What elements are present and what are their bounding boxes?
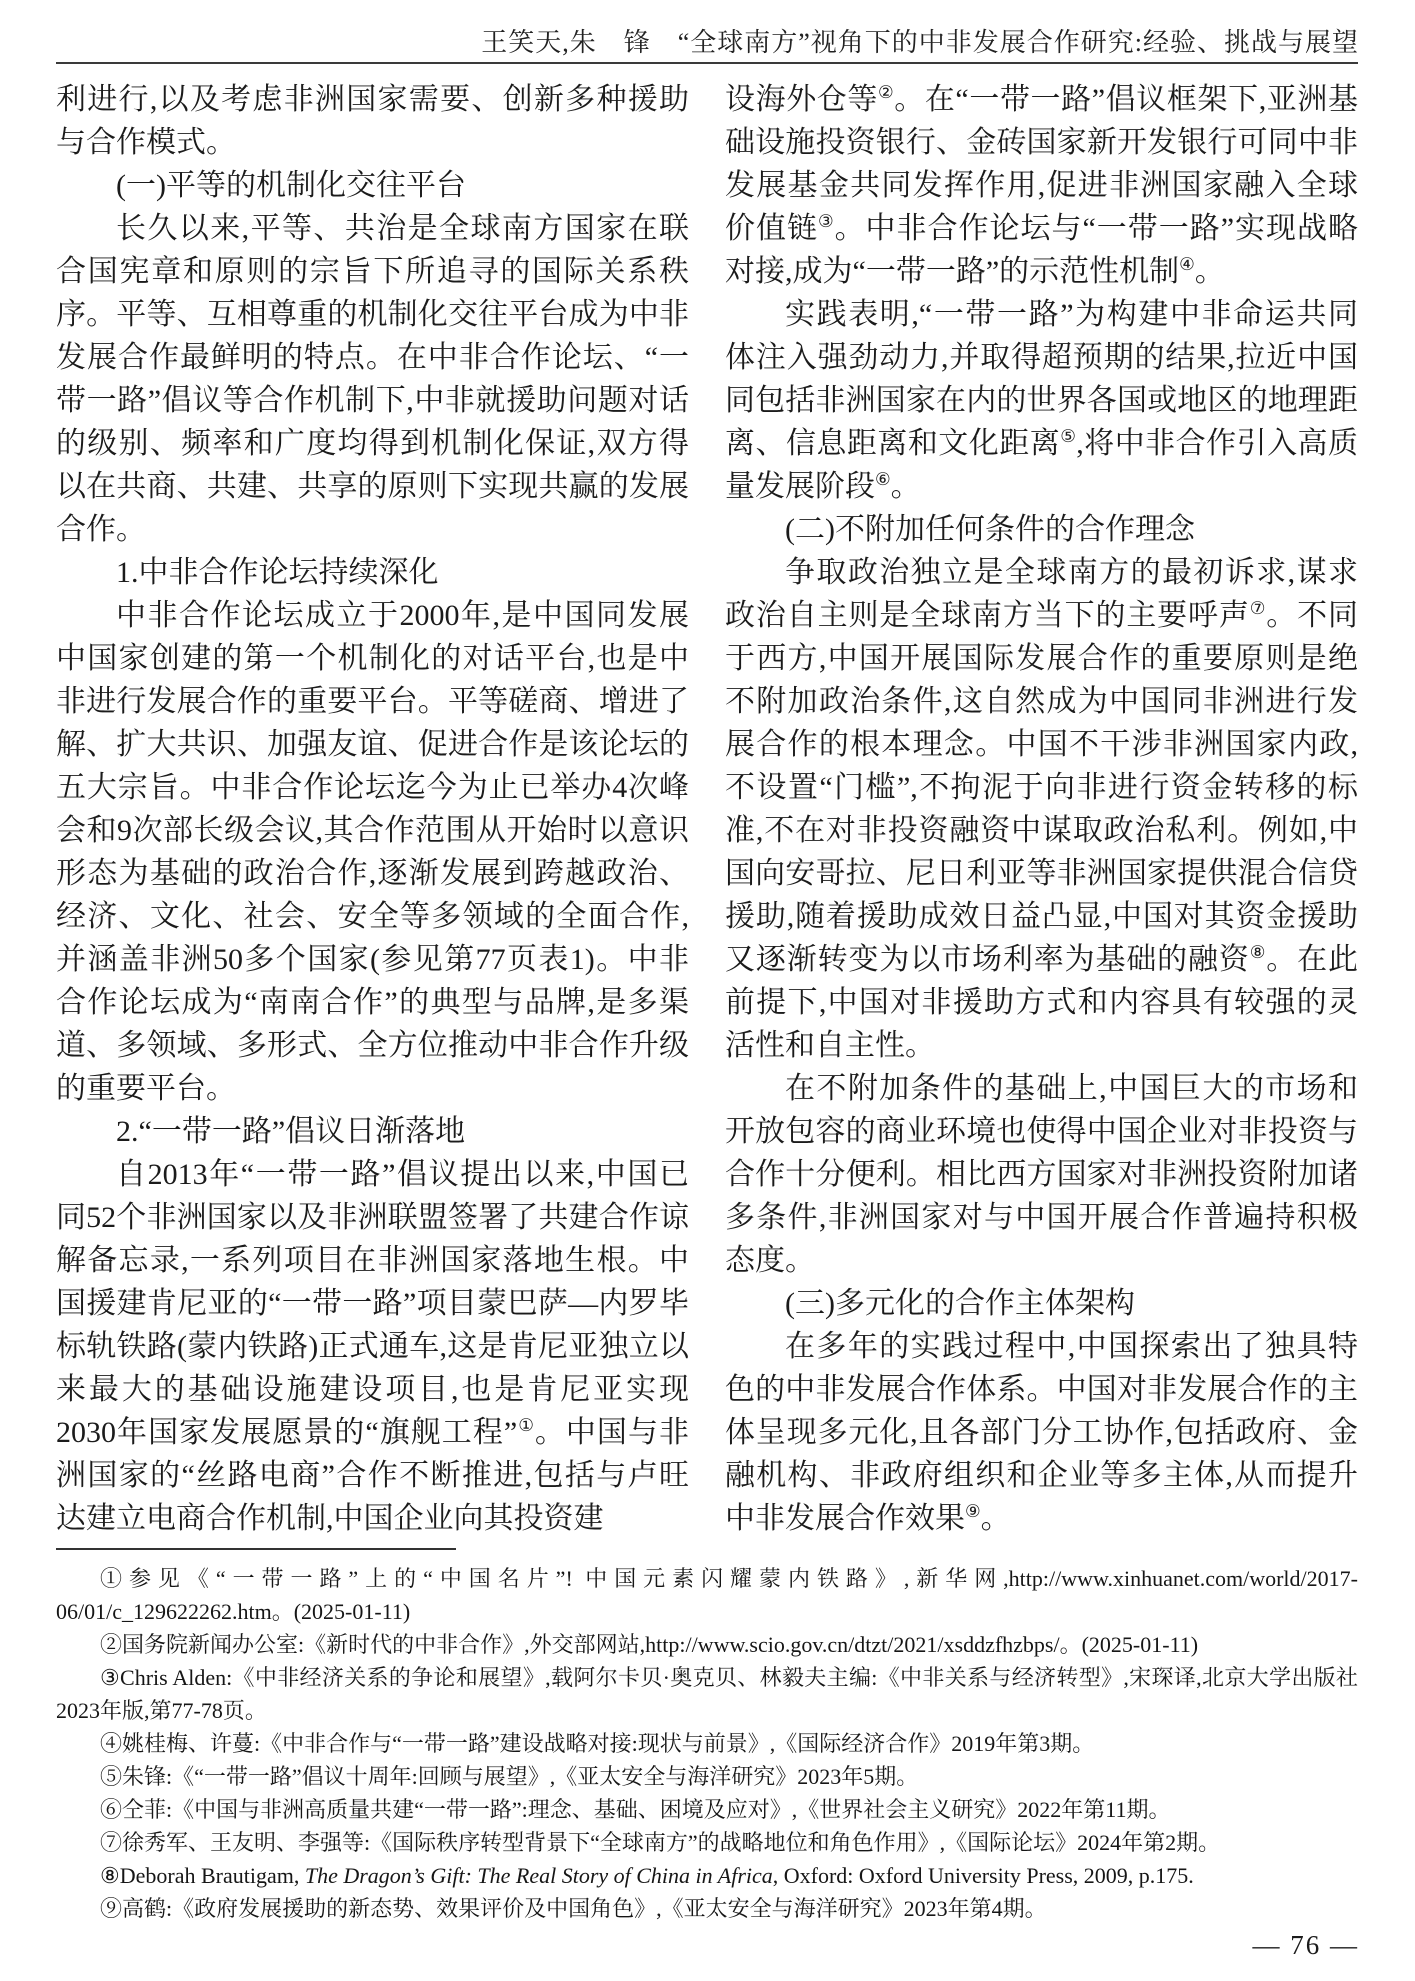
text-run: 2.“一带一路”倡议日渐落地: [116, 1115, 466, 1148]
footnote-ref: ⑦: [1249, 598, 1267, 618]
text-run: 利进行,以及考虑非洲国家需要、创新多种援助与合作模式。: [56, 83, 689, 159]
text-run: (二)不附加任何条件的合作理念: [785, 513, 1195, 546]
text-run: 。不同于西方,中国开展国际发展合作的重要原则是绝不附加政治条件,这自然成为中国同非洲进行发展合作的根本理念。中国不干涉非洲国家内政,不设置“门槛”,不拘泥于向非进行资金转移的标准,不在对非投资融资中谋取政治私利。例如,中国向安哥拉、尼日利亚等非洲国家提供混合信贷援助,随着援助成效日益凸显,中国对其资金援助又逐渐转变为以市场利率为基础的融资: [725, 599, 1358, 976]
text-run: ②国务院新闻办公室:《新时代的中非合作》,外交部网站,http://www.scio.gov.cn/dtzt/2021/xsddzfhzbps/。(2025-01-11): [100, 1632, 1199, 1657]
footnote-item: [56, 1760, 1358, 1793]
text-run: ①参见《“一带一路”上的“中国名片”! 中国元素闪耀蒙内铁路》,新华网,http://www.xinhuanet.com/world/2017-06/01/c_129622262.htm。(2025-01-11): [56, 1566, 1358, 1624]
text-run: ⑦徐秀军、王友明、李强等:《国际秩序转型背景下“全球南方”的战略地位和角色作用》,《国际论坛》2024年第2期。: [100, 1830, 1221, 1855]
footnote-ref: ④: [1179, 254, 1195, 274]
text-run: ⑥仝菲:《中国与非洲高质量共建“一带一路”:理念、基础、困境及应对》,《世界社会主义研究》2022年第11期。: [100, 1797, 1171, 1822]
body-paragraph: [56, 594, 689, 1110]
footnote-ref: ②: [878, 82, 895, 102]
footnotes: [56, 1562, 1358, 1925]
text-run: 1.中非合作论坛持续深化: [116, 556, 439, 589]
footnote-item: [56, 1859, 1358, 1892]
text-run: (一)平等的机制化交往平台: [116, 169, 466, 202]
text-run: 在多年的实践过程中,中国探索出了独具特色的中非发展合作体系。中国对非发展合作的主体呈现多元化,且各部门分工协作,包括政府、金融机构、非政府组织和企业等多主体,从而提升中非发展合作效果: [725, 1330, 1358, 1535]
text-run: ,将中非合作引入高质量发展阶段: [725, 427, 1358, 503]
text-run: 。在此前提下,中国对非援助方式和内容具有较强的灵活性和自主性。: [725, 943, 1358, 1062]
text-run: The Dragon’s Gift: The Real Story of China in Africa: [304, 1863, 773, 1888]
text-run: 中非合作论坛成立于2000年,是中国同发展中国家创建的第一个机制化的对话平台,也是中非进行发展合作的重要平台。平等磋商、增进了解、扩大共识、加强友谊、促进合作是该论坛的五大宗旨。中非合作论坛迄今为止已举办4次峰会和9次部长级会议,其合作范围从开始时以意识形态为基础的政治合作,逐渐发展到跨越政治、经济、文化、社会、安全等多领域的全面合作,并涵盖非洲50多个国家(参见第77页表1)。中非合作论坛成为“南南合作”的典型与品牌,是多渠道、多领域、多形式、全方位推动中非合作升级的重要平台。: [56, 599, 689, 1105]
footnote-ref: ⑤: [1060, 426, 1077, 446]
text-run: 争取政治独立是全球南方的最初诉求,谋求政治自主则是全球南方当下的主要呼声: [725, 556, 1358, 632]
text-run: ⑤朱锋:《“一带一路”倡议十周年:回顾与展望》,《亚太安全与海洋研究》2023年5期。: [100, 1764, 919, 1789]
text-run: 自2013年“一带一路”倡议提出以来,中国已同52个非洲国家以及非洲联盟签署了共建合作谅解备忘录,一系列项目在非洲国家落地生根。中国援建肯尼亚的“一带一路”项目蒙巴萨—内罗毕标轨铁路(蒙内铁路)正式通车,这是肯尼亚独立以来最大的基础设施建设项目,也是肯尼亚实现2030年国家发展愿景的“旗舰工程”: [56, 1158, 689, 1449]
body-paragraph: [725, 1067, 1358, 1282]
body-paragraph: [56, 1153, 689, 1540]
footnote-item: [56, 1628, 1358, 1661]
right-column: [725, 78, 1358, 1544]
header-rule: [56, 62, 1358, 64]
article-body: [56, 78, 1358, 1544]
text-run: 。中非合作论坛与“一带一路”实现战略对接,成为“一带一路”的示范性机制: [725, 212, 1358, 288]
footnote-ref: ⑥: [875, 469, 891, 489]
footnote-item: [56, 1892, 1358, 1925]
section-heading: [56, 1110, 689, 1153]
body-paragraph: [725, 551, 1358, 1067]
text-run: ③Chris Alden:《中非经济关系的争论和展望》,载阿尔卡贝·奥克贝、林毅夫主编:《中非关系与经济转型》,宋琛译,北京大学出版社2023年版,第77-78页。: [56, 1665, 1358, 1723]
footnote-item: [56, 1826, 1358, 1859]
running-header: 王笑天,朱 锋 “全球南方”视角下的中非发展合作研究:经验、挑战与展望: [481, 28, 1359, 57]
text-run: 。: [1194, 255, 1225, 288]
body-paragraph: [56, 78, 689, 164]
footnote-ref: ①: [517, 1415, 535, 1435]
footnote-item: [56, 1793, 1358, 1826]
body-paragraph: [725, 1325, 1358, 1540]
text-run: 。: [980, 1502, 1011, 1535]
text-run: 长久以来,平等、共治是全球南方国家在联合国宪章和原则的宗旨下所追寻的国际关系秩序。平等、互相尊重的机制化交往平台成为中非发展合作最鲜明的特点。在中非合作论坛、“一带一路”倡议等合作机制下,中非就援助问题对话的级别、频率和广度均得到机制化保证,双方得以在共商、共建、共享的原则下实现共赢的发展合作。: [56, 212, 689, 546]
text-run: 设海外仓等: [725, 83, 879, 116]
text-run: ④姚桂梅、许蔓:《中非合作与“一带一路”建设战略对接:现状与前景》,《国际经济合作》2019年第3期。: [100, 1731, 1095, 1756]
footnote-ref: ⑧: [1249, 942, 1267, 962]
text-run: 实践表明,“一带一路”为构建中非命运共同体注入强劲动力,并取得超预期的结果,拉近中国同包括非洲国家在内的世界各国或地区的地理距离、信息距离和文化距离: [725, 298, 1358, 460]
page-number: — 76 —: [1252, 1930, 1359, 1960]
footnote-divider: [56, 1548, 456, 1550]
left-column: [56, 78, 689, 1544]
text-run: 。在“一带一路”倡议框架下,亚洲基础设施投资银行、金砖国家新开发银行可同中非发展基金共同发挥作用,促进非洲国家融入全球价值链: [725, 83, 1358, 245]
section-heading: [56, 551, 689, 594]
footnote-ref: ③: [817, 211, 835, 231]
text-run: 。中国与非洲国家的“丝路电商”合作不断推进,包括与卢旺达建立电商合作机制,中国企业向其投资建: [56, 1416, 689, 1535]
footnote-item: [56, 1562, 1358, 1628]
text-run: (三)多元化的合作主体架构: [785, 1287, 1135, 1320]
section-heading: [725, 508, 1358, 551]
body-paragraph: [725, 78, 1358, 293]
text-run: , Oxford: Oxford University Press, 2009, p.175.: [772, 1863, 1194, 1888]
body-paragraph: [725, 293, 1358, 508]
section-heading: [56, 164, 689, 207]
section-heading: [725, 1282, 1358, 1325]
text-run: ⑧Deborah Brautigam,: [100, 1863, 305, 1888]
text-run: ⑨高鹤:《政府发展援助的新态势、效果评价及中国角色》,《亚太安全与海洋研究》2023年第4期。: [100, 1896, 1047, 1921]
body-paragraph: [56, 207, 689, 551]
footnote-item: [56, 1661, 1358, 1727]
text-run: 。: [890, 470, 921, 503]
footnote-ref: ⑨: [965, 1501, 981, 1521]
text-run: 在不附加条件的基础上,中国巨大的市场和开放包容的商业环境也使得中国企业对非投资与合作十分便利。相比西方国家对非洲投资附加诸多条件,非洲国家对与中国开展合作普遍持积极态度。: [725, 1072, 1358, 1277]
footnote-item: [56, 1727, 1358, 1760]
